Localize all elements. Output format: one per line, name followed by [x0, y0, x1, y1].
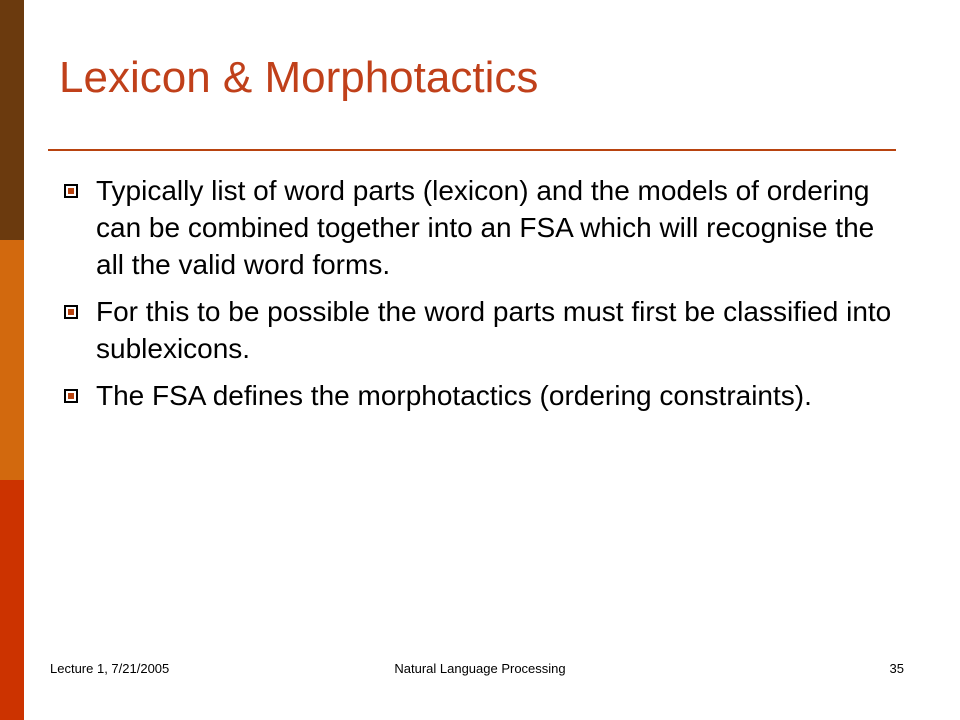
hollow-square-bullet-icon: [64, 389, 78, 403]
footer-course-title: Natural Language Processing: [394, 661, 566, 676]
bullet-text: For this to be possible the word parts must first be classified into sublexicons.: [96, 296, 892, 364]
bullet-text: The FSA defines the morphotactics (ordering constraints).: [96, 380, 812, 411]
side-bar-top: [0, 0, 24, 240]
title-divider: [48, 149, 896, 151]
bullet-text: Typically list of word parts (lexicon) and the models of ordering can be combined together into an FSA which will recognise the all the valid word forms.: [96, 175, 875, 280]
hollow-square-bullet-icon: [64, 184, 78, 198]
hollow-square-bullet-icon: [64, 305, 78, 319]
slide-title: Lexicon & Morphotactics: [59, 53, 539, 102]
bullet-item: [62, 172, 892, 283]
bullet-list: [62, 172, 892, 424]
bullet-item: [62, 377, 892, 414]
footer-page-number: 35: [889, 661, 904, 676]
bullet-item: [62, 293, 892, 367]
side-bar-bottom: [0, 480, 24, 720]
side-bar-middle: [0, 240, 24, 480]
footer-lecture-date: Lecture 1, 7/21/2005: [50, 661, 170, 676]
